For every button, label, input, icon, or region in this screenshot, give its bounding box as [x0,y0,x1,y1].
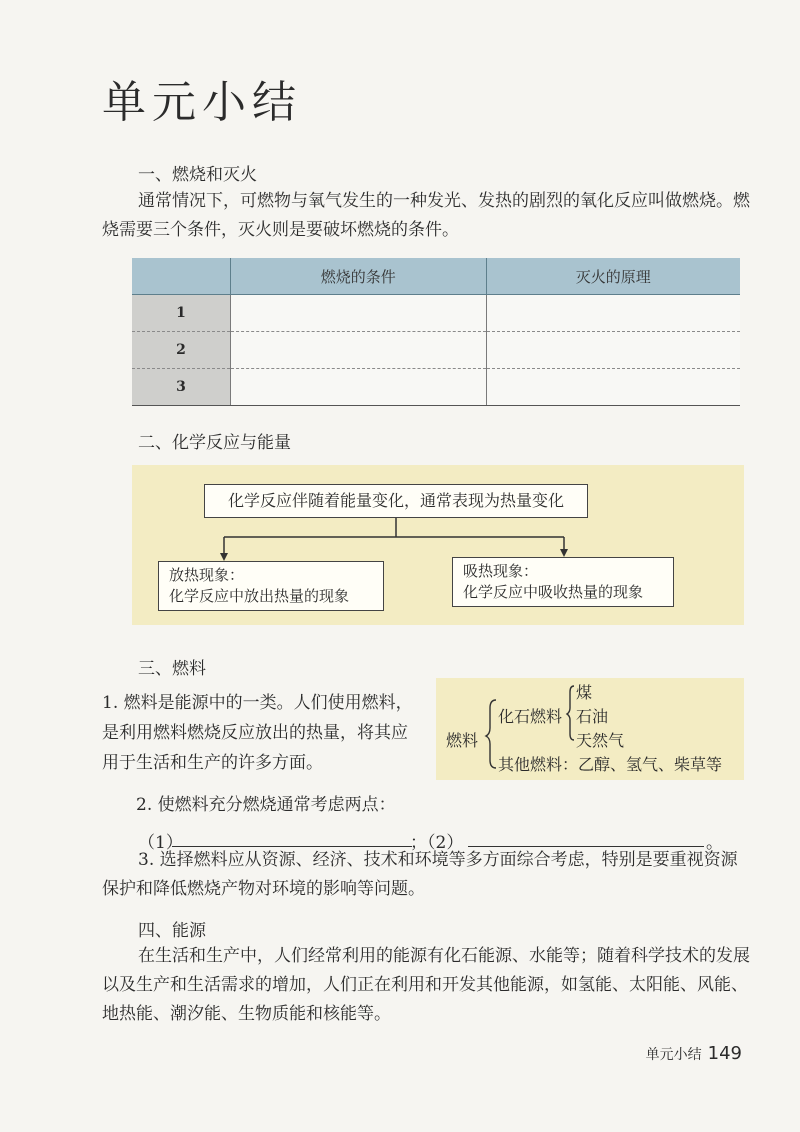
table-cell [231,332,487,369]
fuel-classification [436,678,744,780]
page-title: 单元小结 [102,77,302,128]
blank2-line[interactable] [468,830,704,847]
fuel-item2: 2. 使燃料充分燃烧通常考虑两点： [136,795,396,815]
energy-change-box: 化学反应伴随着能量变化，通常表现为热量变化 [204,484,588,518]
table-cell [231,369,487,406]
fossil-item-gas: 天然气 [576,731,625,750]
table-header-row [132,258,740,295]
table-cell [486,295,740,332]
endothermic-title: 吸热现象： [463,562,539,580]
fossil-fuel-label: 化石燃料 [498,707,563,726]
table-header-conditions: 燃烧的条件 [231,258,487,295]
blank1-line[interactable] [172,830,412,847]
fossil-item-coal: 煤 [576,683,593,702]
exothermic-box [158,561,384,611]
table-cell [486,332,740,369]
endothermic-box [452,557,674,607]
fuel-root: 燃料 [446,731,479,750]
fossil-item-oil: 石油 [576,707,609,726]
other-fuels: 其他燃料：乙醇、氢气、柴草等 [498,755,723,774]
section1-paragraph: 通常情况下，可燃物与氧气发生的一种发光、发热的剧烈的氧化反应叫做燃烧。燃烧需要三个条件，灭火则是要破坏燃烧的条件。 [102,191,750,240]
table-cell [231,295,487,332]
row-number: 1 [132,295,231,332]
section4-heading: 四、能源 [138,921,206,941]
section4-paragraph: 在生活和生产中，人们经常利用的能源有化石能源、水能等；随着科学技术的发展以及生产和生活需求的增加，人们正在利用和开发其他能源，如氢能、太阳能、风能、地热能、潮汐能、生物质能和核能等。 [102,946,750,1024]
fuel-item3: 3. 选择燃料应从资源、经济、技术和环境等多方面综合考虑，特别是要重视资源保护和降低燃烧产物对环境的影响等问题。 [102,850,738,899]
table-header-blank [132,258,231,295]
table-row [132,332,740,369]
endothermic-desc: 化学反应中吸收热量的现象 [463,583,644,601]
blank-end: 。 [706,833,723,853]
blank1-label: （1） [138,833,183,853]
section1-heading: 一、燃烧和灭火 [138,165,257,185]
table-row [132,369,740,406]
energy-diagram [132,465,744,625]
exothermic-title: 放热现象： [169,566,245,584]
blank-separator: ；（2） [410,833,464,853]
footer-label: 单元小结 [645,1047,702,1063]
fuel-item1: 1. 燃料是能源中的一类。人们使用燃料，是利用燃料燃烧反应放出的热量，将其应用于生活和生产的许多方面。 [102,693,413,773]
table-header-principle: 灭火的原理 [486,258,740,295]
page-number: 149 [707,1043,742,1064]
page-footer [646,1043,742,1064]
section2-heading: 二、化学反应与能量 [138,433,291,453]
combustion-table [132,258,740,406]
row-number: 3 [132,369,231,406]
row-number: 2 [132,332,231,369]
exothermic-desc: 化学反应中放出热量的现象 [169,587,350,605]
table-cell [486,369,740,406]
table-row [132,295,740,332]
section3-heading: 三、燃料 [138,659,206,679]
